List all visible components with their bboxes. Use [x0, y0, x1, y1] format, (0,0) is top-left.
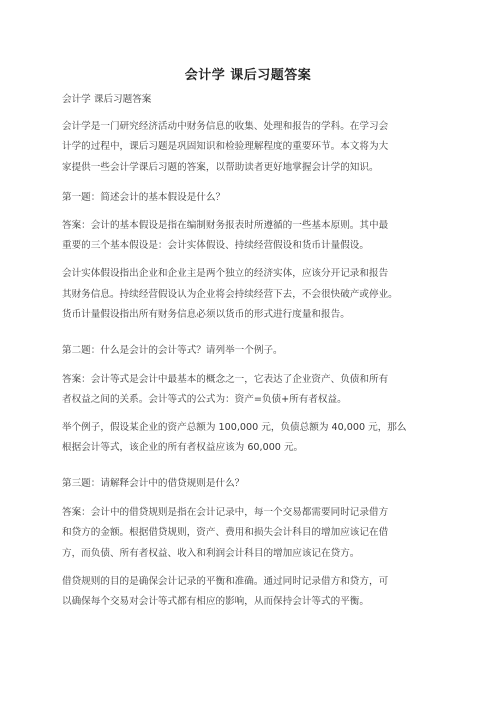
- page-title: 会计学 课后习题答案: [184, 68, 312, 83]
- subtitle-line: 会计学 课后习题答案: [62, 94, 152, 105]
- paragraph-line: 方，而负债、所有者权益、收入和利润会计科目的增加应该记在贷方。: [62, 548, 360, 559]
- paragraph-line: 其财务信息。持续经营假设认为企业将会持续经营下去，不会很快破产或停业。: [62, 289, 398, 300]
- paragraph-line: 借贷规则的目的是确保会计记录的平衡和准确。通过同时记录借方和贷方，可: [62, 576, 389, 587]
- paragraph-line: 根据会计等式，该企业的所有者权益应该为 60,000 元。: [62, 442, 304, 453]
- paragraph-line: 答案：会计的基本假设是指在编制财务报表时所遵循的一些基本原则。其中最: [62, 220, 389, 231]
- paragraph-line: 答案：会计中的借贷规则是指在会计记录中，每一个交易都需要同时记录借方: [62, 507, 389, 518]
- paragraph-line: 货币计量假设指出所有财务信息必须以货币的形式进行度量和报告。: [62, 309, 350, 320]
- question-heading: 第二题：什么是会计的会计等式？请列举一个例子。: [62, 345, 283, 356]
- paragraph-line: 答案：会计等式是会计中最基本的概念之一，它表达了企业资产、负债和所有: [62, 374, 389, 385]
- paragraph-line: 会计实体假设指出企业和企业主是两个独立的经济实体，应该分开记录和报告: [62, 268, 389, 279]
- paragraph-line: 者权益之间的关系。会计等式的公式为：资产=负债+所有者权益。: [62, 394, 347, 405]
- paragraph-line: 举个例子，假设某企业的资产总额为 100,000 元，负债总额为 40,000 元，那么: [62, 422, 407, 433]
- paragraph-line: 重要的三个基本假设是：会计实体假设、持续经营假设和货币计量假设。: [62, 240, 369, 251]
- question-heading: 第一题：简述会计的基本假设是什么？: [62, 192, 226, 203]
- paragraph-line: 会计学是一门研究经济活动中财务信息的收集、处理和报告的学科。在学习会: [62, 121, 389, 132]
- paragraph-line: 计学的过程中，课后习题是巩固知识和检验理解程度的重要环节。本文将为大: [62, 141, 389, 152]
- question-heading: 第三题：请解释会计中的借贷规则是什么？: [62, 478, 245, 489]
- paragraph-line: 家提供一些会计学课后习题的答案，以帮助读者更好地掌握会计学的知识。: [62, 162, 379, 173]
- paragraph-line: 和贷方的金额。根据借贷规则，资产、费用和损失会计科目的增加应该记在借: [62, 527, 389, 538]
- paragraph-line: 以确保每个交易对会计等式都有相应的影响，从而保持会计等式的平衡。: [62, 596, 369, 607]
